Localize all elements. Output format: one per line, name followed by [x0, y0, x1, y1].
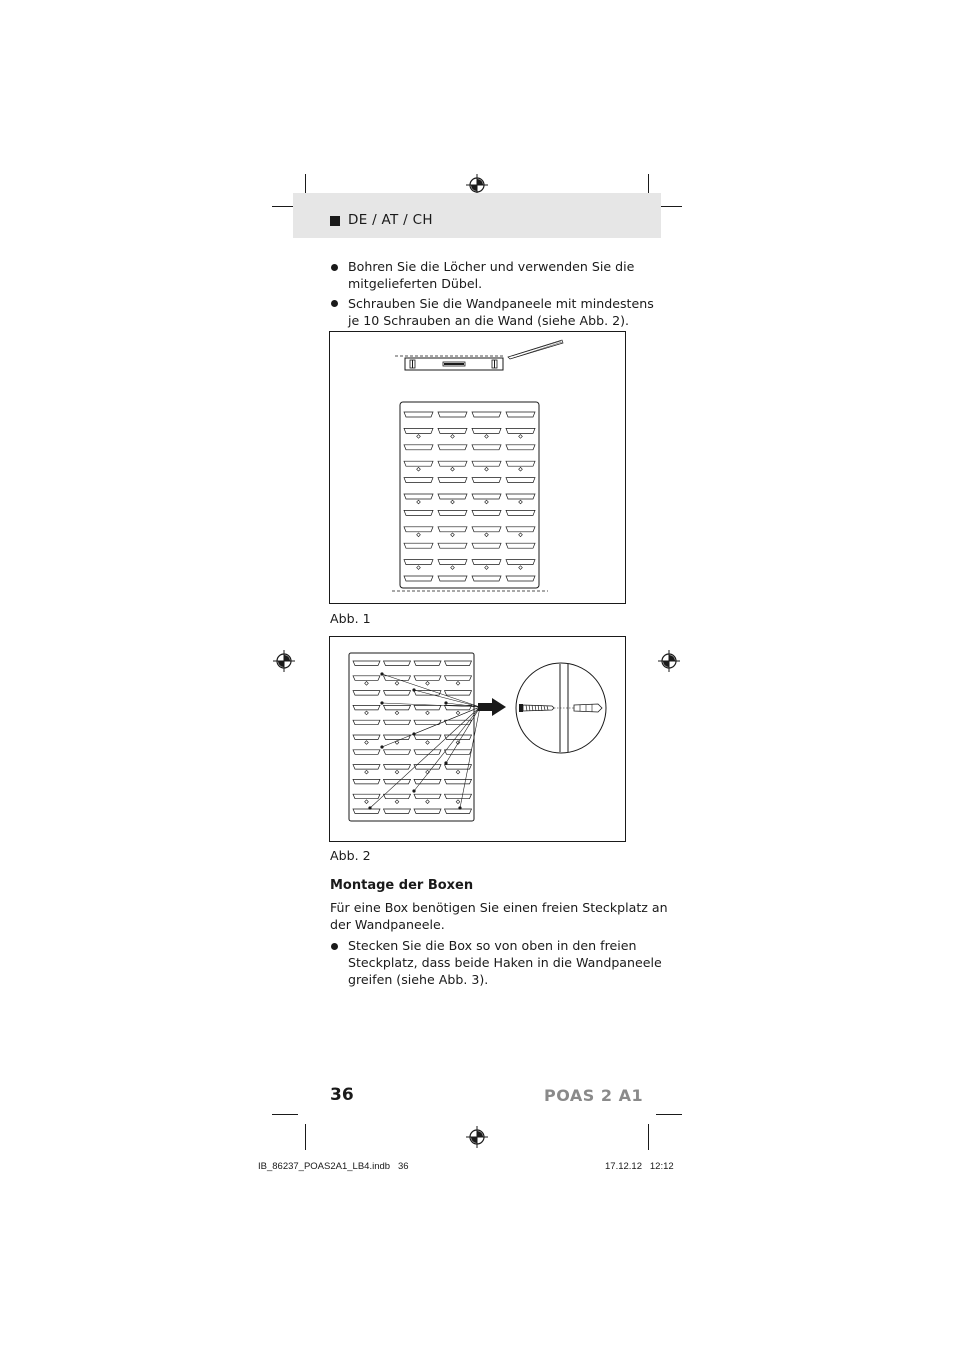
bullet-text — [348, 258, 634, 292]
bullet-icon — [331, 264, 338, 271]
registration-mark-icon — [658, 650, 680, 672]
crop-mark — [305, 1124, 306, 1150]
bullet-icon — [331, 300, 338, 307]
bullet-text — [348, 937, 662, 988]
section-heading: Montage der Boxen — [330, 878, 474, 893]
text-line: Stecken Sie die Box so von oben in den freien — [348, 938, 637, 953]
crop-mark — [272, 1114, 298, 1115]
crop-mark — [648, 1124, 649, 1150]
crop-mark — [656, 1114, 682, 1115]
bullet-icon — [331, 943, 338, 950]
square-bullet-icon — [330, 216, 340, 226]
model-name: POAS 2 A1 — [544, 1086, 644, 1105]
text-line: Bohren Sie die Löcher und verwenden Sie die — [348, 259, 635, 274]
page-number: 36 — [330, 1085, 354, 1105]
language-label: DE / AT / CH — [348, 212, 433, 228]
file-info: IB_86237_POAS2A1_LB4.indb 36 — [258, 1161, 409, 1172]
text-line: mitgelieferten Dübel. — [348, 276, 483, 291]
bullet-text — [348, 295, 654, 329]
text-line: Schrauben Sie die Wandpaneele mit mindestens — [348, 296, 654, 311]
text-line: je 10 Schrauben an die Wand (siehe Abb. 2). — [348, 313, 630, 328]
figure-2-caption: Abb. 2 — [330, 848, 371, 863]
text-line: Steckplatz, dass beide Haken in die Wandpaneele — [348, 955, 662, 970]
figure-1-caption: Abb. 1 — [330, 611, 371, 626]
print-timestamp: 17.12.12 12:12 — [605, 1161, 674, 1172]
text-line: Für eine Box benötigen Sie einen freien Steckplatz an — [330, 900, 668, 915]
registration-mark-icon — [466, 1126, 488, 1148]
text-line: der Wandpaneele. — [330, 917, 445, 932]
figure-1 — [329, 331, 626, 604]
wall-panel-level-illustration — [330, 332, 625, 603]
section-paragraph — [330, 899, 668, 933]
figure-2 — [329, 636, 626, 842]
registration-mark-icon — [273, 650, 295, 672]
wall-panel-screw-illustration — [330, 637, 625, 841]
text-line: greifen (siehe Abb. 3). — [348, 972, 489, 987]
